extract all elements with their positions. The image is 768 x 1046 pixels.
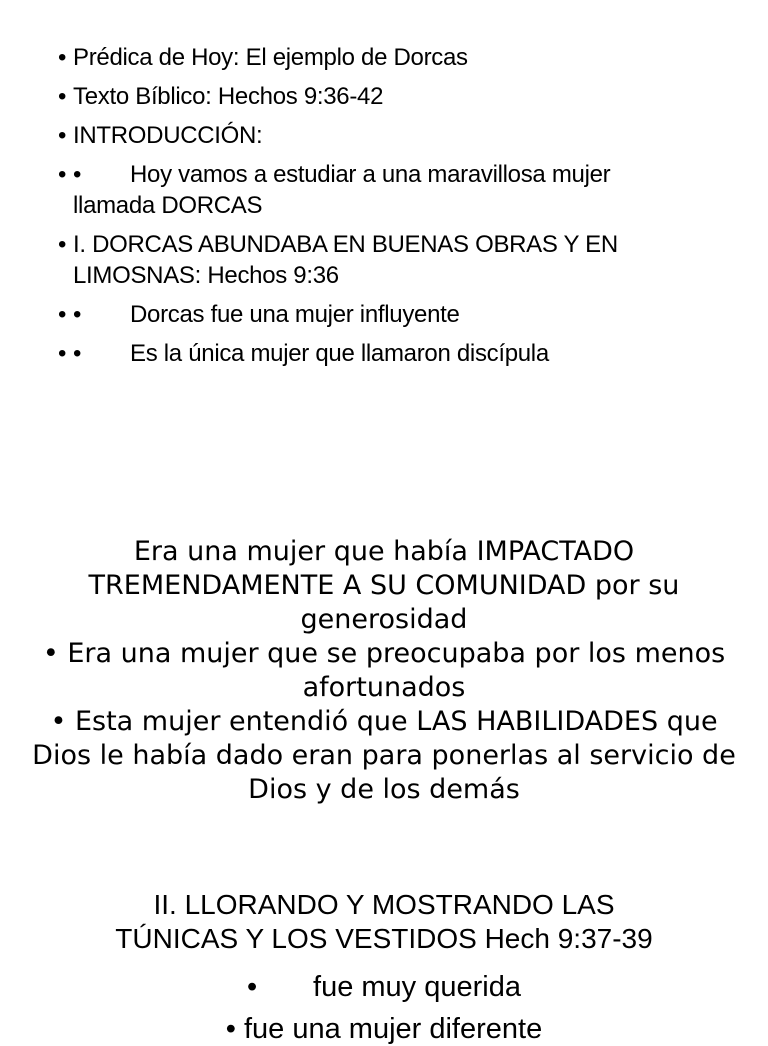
list-item-text: Hoy vamos a estudiar a una maravillosa mujer llamada DORCAS (73, 161, 611, 219)
list-item-text: fue muy querida (313, 971, 521, 1003)
list-item (58, 299, 698, 330)
list-item-text: Prédica de Hoy: El ejemplo de Dorcas (73, 44, 468, 71)
list-item (58, 81, 698, 112)
inner-bullet-dot: • (73, 161, 82, 188)
bullet-dot: • (58, 83, 67, 110)
list-item-text: Dorcas fue una mujer influyente (130, 301, 460, 328)
slide-2 (0, 535, 768, 807)
bullet-list (58, 42, 698, 377)
bullet-dot: • (58, 44, 67, 71)
list-item-text: Es la única mujer que llamaron discípula (130, 340, 549, 367)
inner-bullet-dot: • (73, 340, 82, 367)
paragraph-impact: Era una mujer que había IMPACTADO TREMENDAMENTE A SU COMUNIDAD por su generosidad (88, 536, 680, 635)
slide-3 (0, 888, 768, 1046)
list-item (58, 120, 698, 151)
bullet-dot: • (247, 971, 258, 1003)
bullet-dot: • (58, 122, 67, 149)
bullet-dot: • (58, 340, 67, 367)
list-item (58, 159, 698, 221)
paragraph-abilities: • Esta mujer entendió que LAS HABILIDADES que Dios le había dado eran para ponerlas al servicio de Dios y de los demás (32, 706, 736, 805)
list-item (58, 42, 698, 73)
paragraph-concern: • Era una mujer que se preocupaba por los menos afortunados (42, 638, 726, 703)
bullet-dot: • (58, 231, 67, 258)
slide-1 (0, 0, 768, 400)
list-item-text: INTRODUCCIÓN: (73, 122, 263, 149)
bullet-dot: • (58, 301, 67, 328)
list-item (58, 338, 698, 369)
list-item-partial: • fue una mujer diferente (225, 1013, 543, 1045)
list-item-text: I. DORCAS ABUNDABA EN BUENAS OBRAS Y EN LIMOSNAS: Hechos 9:36 (73, 231, 618, 289)
inner-bullet-dot: • (73, 301, 82, 328)
list-item-text: Texto Bíblico: Hechos 9:36-42 (73, 83, 384, 110)
list-item (58, 229, 698, 291)
section-heading-line-2: TÚNICAS Y LOS VESTIDOS Hech 9:37-39 (115, 923, 653, 954)
bullet-dot: • (58, 161, 67, 188)
list-item (0, 970, 768, 1004)
section-heading-line-1: II. LLORANDO Y MOSTRANDO LAS (153, 889, 615, 920)
